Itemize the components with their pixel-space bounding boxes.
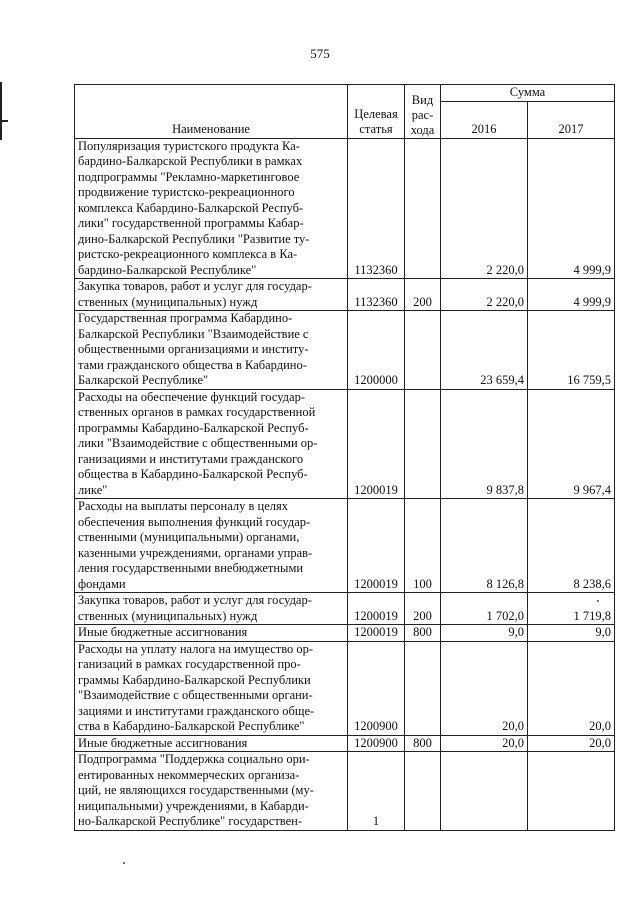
table-row (75, 593, 615, 625)
row-name-line: комплекса Кабардино-Балкарской Респуб- (78, 200, 304, 215)
row-name-line: Закупка товаров, работ и услуг для государ- (78, 593, 312, 607)
row-name (75, 311, 348, 390)
row-expense-type: 200 (405, 593, 441, 625)
row-amount-2017: 20,0 (528, 735, 615, 752)
row-name-line: бардино-Балкарской Республике" (78, 262, 257, 277)
table-body (75, 138, 615, 830)
row-target-article: 1 (348, 752, 405, 831)
row-name-line: Иные бюджетные ассигнования (78, 625, 248, 639)
row-expense-type: 100 (405, 499, 441, 593)
row-name-line: граммы Кабардино-Балкарской Республики (78, 672, 311, 687)
table-row (75, 641, 615, 735)
row-target-article: 1200900 (348, 735, 405, 752)
row-amount-2017: 4 999,9 (528, 138, 615, 279)
row-name-line: Подпрограмма "Поддержка социально ори- (78, 752, 310, 766)
header-expense-type: Вид рас- хода (405, 85, 441, 139)
row-target-article: 1200900 (348, 641, 405, 735)
row-name-line: лике" (78, 482, 108, 497)
row-name-line: ства в Кабардино-Балкарской Республике" (78, 719, 305, 733)
header-name: Наименование (75, 85, 348, 139)
table-header (75, 85, 615, 139)
row-name-line: ниципальными) учреждениями, в Кабарди- (78, 798, 309, 813)
row-name (75, 593, 348, 625)
row-name-line: зациями и институтами гражданского обще- (78, 703, 315, 718)
budget-table (74, 84, 615, 831)
row-name-line: ственными (муниципальными) органами, (78, 530, 300, 544)
row-expense-type (405, 138, 441, 279)
table-row (75, 279, 615, 311)
row-expense-type (405, 389, 441, 499)
scan-speck (123, 862, 125, 864)
row-name-line: лики" государственной программы Кабар- (78, 216, 304, 230)
table-row (75, 311, 615, 390)
row-name-line: обеспечения выполнения функций государ- (78, 514, 311, 529)
row-name-line: тами гражданского общества в Кабардино- (78, 357, 307, 372)
row-amount-2016: 1 702,0 (441, 593, 528, 625)
row-amount-2017: 4 999,9 (528, 279, 615, 311)
header-year-2016: 2016 (441, 101, 528, 138)
table-row (75, 752, 615, 831)
row-expense-type (405, 752, 441, 831)
row-amount-2016: 9,0 (441, 625, 528, 642)
row-target-article: 1200019 (348, 593, 405, 625)
row-amount-2016: 8 126,8 (441, 499, 528, 593)
table-row (75, 389, 615, 499)
row-name-line: Расходы на обеспечение функций государ- (78, 389, 305, 404)
row-name-line: ентированных некоммерческих организа- (78, 767, 300, 782)
row-name-line: лики "Взаимодействие с общественными ор- (78, 436, 318, 450)
row-amount-2016: 20,0 (441, 735, 528, 752)
row-target-article: 1200000 (348, 311, 405, 390)
row-expense-type: 800 (405, 735, 441, 752)
row-expense-type: 800 (405, 625, 441, 642)
row-name (75, 641, 348, 735)
row-target-article: 1132360 (348, 138, 405, 279)
row-name-line: продвижение туристско-рекреационного (78, 185, 295, 199)
row-amount-2016: 23 659,4 (441, 311, 528, 390)
row-name-line: Балкарской Республики "Взаимодействие с (78, 326, 309, 341)
row-name (75, 499, 348, 593)
row-name-line: ственных (муниципальных) нужд (78, 294, 258, 309)
row-target-article: 1200019 (348, 499, 405, 593)
row-name (75, 389, 348, 499)
table-row (75, 138, 615, 279)
row-name-line: Закупка товаров, работ и услуг для государ- (78, 279, 312, 293)
row-name-line: общества в Кабардино-Балкарской Респуб- (78, 467, 308, 481)
row-name-line: ций, не являющихся государственными (му- (78, 783, 314, 797)
header-sum: Сумма (441, 85, 615, 102)
row-name-line: казенными учреждениями, органами управ- (78, 545, 313, 560)
scan-edge-mark (0, 82, 2, 140)
row-name-line: Расходы на уплату налога на имущество ор- (78, 641, 314, 656)
row-target-article: 1200019 (348, 389, 405, 499)
row-amount-2017 (528, 752, 615, 831)
row-name-line: ления государственными внебюджетными (78, 561, 304, 575)
row-name (75, 138, 348, 279)
row-amount-2016: 20,0 (441, 641, 528, 735)
row-name-line: Балкарской Республике" (78, 373, 209, 387)
row-name-line: бардино-Балкарской Республики в рамках (78, 154, 303, 168)
row-name-line: Государственная программа Кабардино- (78, 311, 293, 325)
row-expense-type (405, 641, 441, 735)
row-name (75, 735, 348, 752)
row-name-line: Расходы на выплаты персоналу в целях (78, 499, 288, 513)
row-name-line: Популяризация туристского продукта Ка- (78, 138, 300, 153)
row-name-line: ственных (муниципальных) нужд (78, 608, 258, 623)
row-name-line: Иные бюджетные ассигнования (78, 735, 248, 750)
row-name-line: подпрограммы "Рекламно-маркетинговое (78, 169, 300, 184)
row-amount-2016: 2 220,0 (441, 279, 528, 311)
row-expense-type (405, 311, 441, 390)
row-name-line: фондами (78, 576, 126, 591)
row-name-line: ристско-рекреационного комплекса в Ка- (78, 247, 298, 261)
row-target-article: 1200019 (348, 625, 405, 642)
row-name-line: "Взаимодействие с общественными органи- (78, 688, 313, 702)
table-row (75, 499, 615, 593)
header-target-article: Целевая статья (348, 85, 405, 139)
row-name (75, 752, 348, 831)
row-amount-2017: 9 967,4 (528, 389, 615, 499)
row-name-line: дино-Балкарской Республики "Развитие ту- (78, 231, 310, 246)
row-name-line: ганизациями и институтами гражданского (78, 451, 304, 466)
row-name (75, 279, 348, 311)
row-amount-2016: 2 220,0 (441, 138, 528, 279)
row-amount-2017: 9,0 (528, 625, 615, 642)
row-amount-2017: 20,0 (528, 641, 615, 735)
scan-edge-mark (0, 120, 8, 122)
row-name-line: ственных органов в рамках государственной (78, 405, 316, 419)
header-year-2017: 2017 (528, 101, 615, 138)
row-amount-2017: 1 719,8 (528, 593, 615, 625)
row-name (75, 625, 348, 642)
row-amount-2017: 8 238,6 (528, 499, 615, 593)
page-number: 575 (310, 46, 330, 61)
table-row (75, 625, 615, 642)
row-name-line: общественными организациями и институ- (78, 342, 309, 356)
row-name-line: но-Балкарской Республике" государствен- (78, 814, 303, 828)
row-target-article: 1132360 (348, 279, 405, 311)
table-row (75, 735, 615, 752)
row-expense-type: 200 (405, 279, 441, 311)
row-amount-2016 (441, 752, 528, 831)
row-amount-2017: 16 759,5 (528, 311, 615, 390)
row-name-line: программы Кабардино-Балкарской Респуб- (78, 420, 309, 435)
row-amount-2016: 9 837,8 (441, 389, 528, 499)
row-name-line: ганизаций в рамках государственной про- (78, 657, 301, 671)
